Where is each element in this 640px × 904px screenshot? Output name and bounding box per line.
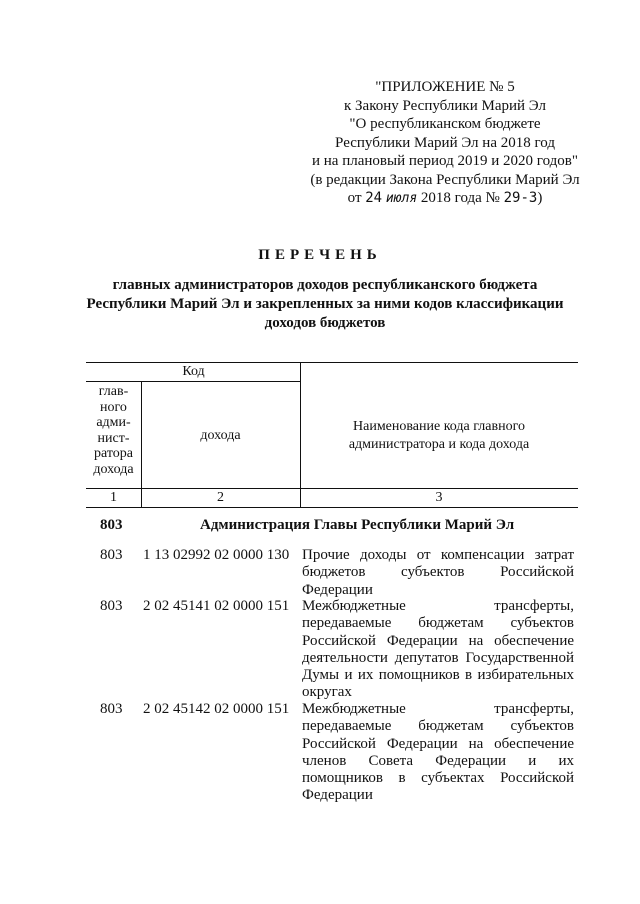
section-admin-name: Администрация Главы Республики Марий Эл	[200, 517, 515, 533]
subtitle-line: доходов бюджетов	[264, 315, 386, 331]
table-row-income-code: 2 02 45142 02 0000 151	[143, 701, 290, 717]
document-subtitle	[60, 276, 590, 333]
column-number-2: 2	[217, 490, 224, 505]
column-number-3: 3	[435, 490, 443, 505]
appendix-line: "О республиканском бюджете	[349, 116, 541, 132]
table-row-admin-code: 803	[100, 701, 123, 717]
table-row-description: Межбюджетные трансферты, передаваемые бюджетам субъектов Российской Федерации на обеспечение членов Совета Федерации и их помощников в субъектах Российской Федерации	[302, 701, 574, 804]
appendix-line: Республики Марий Эл на 2018 год	[335, 134, 555, 151]
appendix-line: к Закону Республики Марий Эл	[343, 97, 546, 114]
appendix-line: "ПРИЛОЖЕНИЕ № 5	[375, 79, 515, 95]
table-row-description: Межбюджетные трансферты, передаваемые бюджетам субъектов Российской Федерации на обеспечение деятельности депутатов Государственной Думы и их помощников в избирательных округах	[302, 598, 574, 701]
appendix-header	[300, 78, 590, 209]
appendix-date-day: 24	[365, 190, 383, 206]
document-title: ПЕРЕЧЕНЬ	[258, 247, 382, 263]
table-row-admin-code: 803	[100, 547, 123, 563]
header-bottom-border	[86, 488, 578, 489]
code-header-underline	[86, 381, 301, 382]
column-divider-admin	[141, 381, 142, 507]
appendix-line: и на плановый период 2019 и 2020 годов"	[312, 153, 578, 169]
appendix-line: (в редакции Закона Республики Марий Эл	[310, 171, 580, 188]
appendix-date-month: июля	[385, 191, 418, 206]
appendix-law-number: 29-З	[503, 190, 538, 206]
table-row-admin-code: 803	[100, 598, 123, 614]
header-income-column: дохода	[200, 428, 241, 443]
column-number-1: 1	[110, 490, 117, 505]
header-admin-column: глав- ного адми- нист- ратора дохода	[93, 384, 134, 477]
subtitle-line: главных администраторов доходов республиканского бюджета	[112, 277, 538, 293]
header-name-column: Наименование кода главного администратора и кода дохода	[348, 419, 530, 452]
number-row-bottom-border	[86, 507, 578, 508]
subtitle-line: Республики Марий Эл и закрепленных за ними кодов классификации	[86, 296, 564, 312]
table-top-border	[86, 362, 578, 363]
table-row-income-code: 2 02 45141 02 0000 151	[143, 598, 290, 614]
section-admin-code: 803	[100, 517, 123, 533]
appendix-date-line	[300, 189, 590, 209]
appendix-date-suffix: )	[537, 190, 543, 206]
table-row-description: Прочие доходы от компенсации затрат бюджетов субъектов Российской Федерации	[302, 547, 574, 598]
header-code: Код	[182, 364, 205, 379]
appendix-date-year: 2018 года №	[420, 190, 500, 206]
appendix-date-prefix: от	[347, 190, 362, 206]
table-row-income-code: 1 13 02992 02 0000 130	[143, 547, 290, 563]
